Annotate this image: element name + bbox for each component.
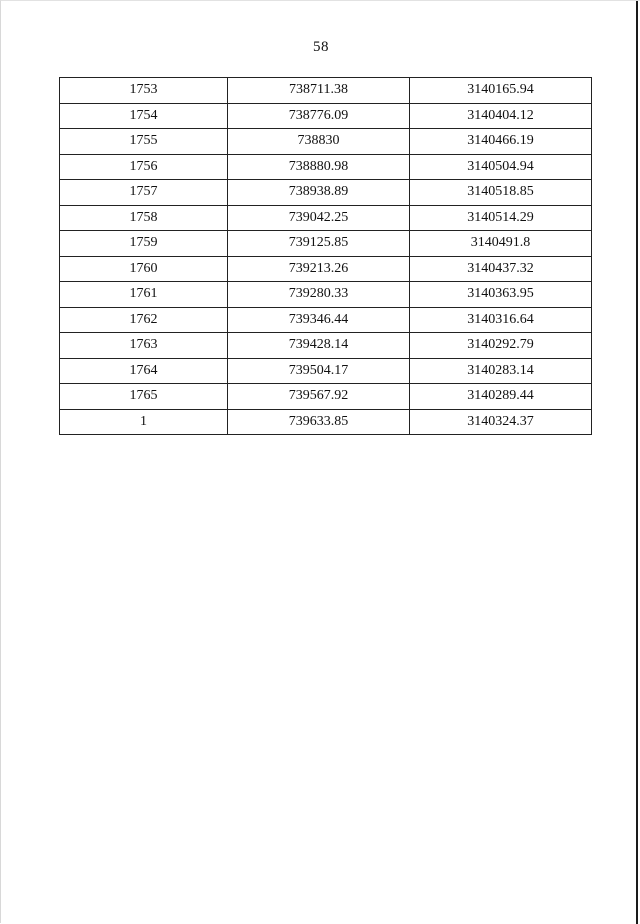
x-coordinate-cell: 739504.17 bbox=[228, 358, 410, 384]
point-number-cell: 1759 bbox=[60, 231, 228, 257]
y-coordinate-cell: 3140165.94 bbox=[410, 78, 592, 104]
point-number-cell: 1 bbox=[60, 409, 228, 435]
table-row bbox=[60, 409, 592, 435]
table-row bbox=[60, 129, 592, 155]
table-row bbox=[60, 256, 592, 282]
y-coordinate-cell: 3140404.12 bbox=[410, 103, 592, 129]
point-number-cell: 1761 bbox=[60, 282, 228, 308]
y-coordinate-cell: 3140289.44 bbox=[410, 384, 592, 410]
point-number-cell: 1754 bbox=[60, 103, 228, 129]
point-number-cell: 1764 bbox=[60, 358, 228, 384]
table-row bbox=[60, 231, 592, 257]
y-coordinate-cell: 3140363.95 bbox=[410, 282, 592, 308]
point-number-cell: 1762 bbox=[60, 307, 228, 333]
table-row bbox=[60, 384, 592, 410]
coordinates-table-body bbox=[60, 78, 592, 435]
point-number-cell: 1763 bbox=[60, 333, 228, 359]
point-number-cell: 1755 bbox=[60, 129, 228, 155]
table-row bbox=[60, 282, 592, 308]
table-row bbox=[60, 154, 592, 180]
y-coordinate-cell: 3140514.29 bbox=[410, 205, 592, 231]
point-number-cell: 1753 bbox=[60, 78, 228, 104]
table-row bbox=[60, 358, 592, 384]
x-coordinate-cell: 739633.85 bbox=[228, 409, 410, 435]
x-coordinate-cell: 738711.38 bbox=[228, 78, 410, 104]
y-coordinate-cell: 3140466.19 bbox=[410, 129, 592, 155]
y-coordinate-cell: 3140292.79 bbox=[410, 333, 592, 359]
point-number-cell: 1756 bbox=[60, 154, 228, 180]
page-number: 58 bbox=[313, 39, 329, 55]
table-row bbox=[60, 333, 592, 359]
x-coordinate-cell: 739567.92 bbox=[228, 384, 410, 410]
point-number-cell: 1760 bbox=[60, 256, 228, 282]
x-coordinate-cell: 739346.44 bbox=[228, 307, 410, 333]
x-coordinate-cell: 739125.85 bbox=[228, 231, 410, 257]
scan-edge bbox=[636, 1, 638, 924]
point-number-cell: 1765 bbox=[60, 384, 228, 410]
y-coordinate-cell: 3140491.8 bbox=[410, 231, 592, 257]
table-row bbox=[60, 103, 592, 129]
y-coordinate-cell: 3140437.32 bbox=[410, 256, 592, 282]
table-row bbox=[60, 78, 592, 104]
x-coordinate-cell: 739428.14 bbox=[228, 333, 410, 359]
point-number-cell: 1758 bbox=[60, 205, 228, 231]
x-coordinate-cell: 738776.09 bbox=[228, 103, 410, 129]
y-coordinate-cell: 3140504.94 bbox=[410, 154, 592, 180]
y-coordinate-cell: 3140283.14 bbox=[410, 358, 592, 384]
y-coordinate-cell: 3140324.37 bbox=[410, 409, 592, 435]
x-coordinate-cell: 738880.98 bbox=[228, 154, 410, 180]
x-coordinate-cell: 738938.89 bbox=[228, 180, 410, 206]
x-coordinate-cell: 739280.33 bbox=[228, 282, 410, 308]
y-coordinate-cell: 3140518.85 bbox=[410, 180, 592, 206]
x-coordinate-cell: 739213.26 bbox=[228, 256, 410, 282]
table-row bbox=[60, 205, 592, 231]
x-coordinate-cell: 738830 bbox=[228, 129, 410, 155]
point-number-cell: 1757 bbox=[60, 180, 228, 206]
table-row bbox=[60, 307, 592, 333]
table-row bbox=[60, 180, 592, 206]
y-coordinate-cell: 3140316.64 bbox=[410, 307, 592, 333]
coordinates-table bbox=[59, 77, 592, 435]
x-coordinate-cell: 739042.25 bbox=[228, 205, 410, 231]
